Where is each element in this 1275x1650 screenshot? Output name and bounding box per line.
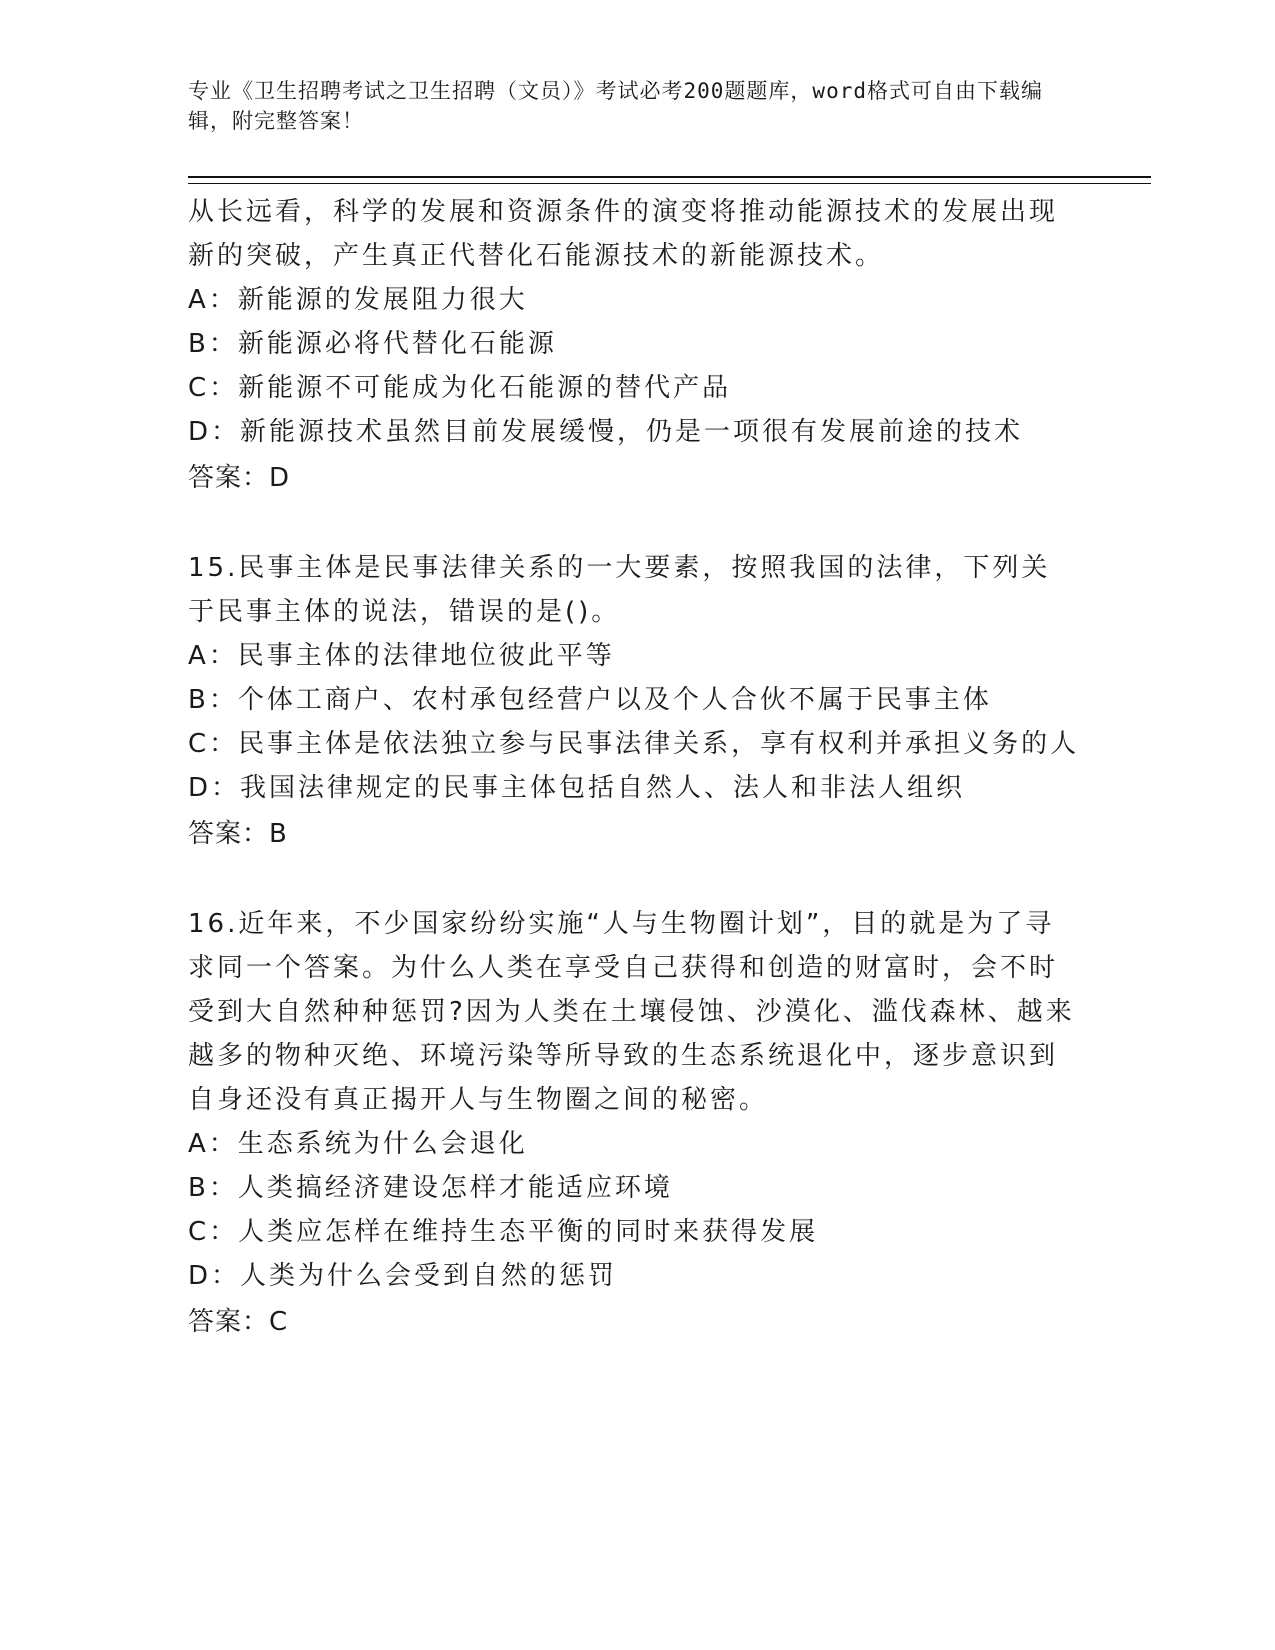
header-rule-thick — [188, 176, 1151, 178]
question-block — [188, 190, 1078, 502]
document-header: 专业《卫生招聘考试之卫生招聘（文员）》考试必考200题题库，word格式可自由下载编辑，附完整答案！ — [188, 79, 1043, 133]
question-list — [188, 190, 1078, 1346]
option-a: A：生态系统为什么会退化 — [188, 1129, 528, 1159]
option-d: D：新能源技术虽然目前发展缓慢，仍是一项很有发展前途的技术 — [188, 417, 1024, 447]
option-a: A：新能源的发展阻力很大 — [188, 285, 528, 315]
question-stem: 从长远看，科学的发展和资源条件的演变将推动能源技术的发展出现新的突破，产生真正代替化石能源技术的新能源技术。 — [188, 197, 1059, 271]
option-b: B：个体工商户、农村承包经营户以及个人合伙不属于民事主体 — [188, 685, 992, 715]
question-block — [188, 546, 1078, 858]
option-c: C：新能源不可能成为化石能源的替代产品 — [188, 373, 732, 403]
question-stem: 15.民事主体是民事法律关系的一大要素，按照我国的法律，下列关于民事主体的说法，错误的是()。 — [188, 553, 1051, 627]
answer-line: 答案：B — [188, 819, 288, 849]
answer-line: 答案：C — [188, 1307, 289, 1337]
question-stem: 16.近年来，不少国家纷纷实施“人与生物圈计划”，目的就是为了寻求同一个答案。为什么人类在享受自己获得和创造的财富时，会不时受到大自然种种惩罚?因为人类在土壤侵蚀、沙漠化、滥伐森林、越来越多的物种灭绝、环境污染等所导致的生态系统退化中，逐步意识到自身还没有真正揭开人与生物圈之间的秘密。 — [188, 909, 1075, 1115]
header-rule-thin — [188, 183, 1151, 184]
question-block — [188, 902, 1078, 1346]
question-spacer — [188, 858, 1078, 902]
option-a: A：民事主体的法律地位彼此平等 — [188, 641, 615, 671]
option-c: C：人类应怎样在维持生态平衡的同时来获得发展 — [188, 1217, 819, 1247]
option-b: B：人类搞经济建设怎样才能适应环境 — [188, 1173, 673, 1203]
option-d: D：我国法律规定的民事主体包括自然人、法人和非法人组织 — [188, 773, 966, 803]
answer-line: 答案：D — [188, 463, 291, 493]
question-spacer — [188, 502, 1078, 546]
option-c: C：民事主体是依法独立参与民事法律关系，享有权利并承担义务的人 — [188, 729, 1080, 759]
option-d: D：人类为什么会受到自然的惩罚 — [188, 1261, 618, 1291]
option-b: B：新能源必将代替化石能源 — [188, 329, 557, 359]
